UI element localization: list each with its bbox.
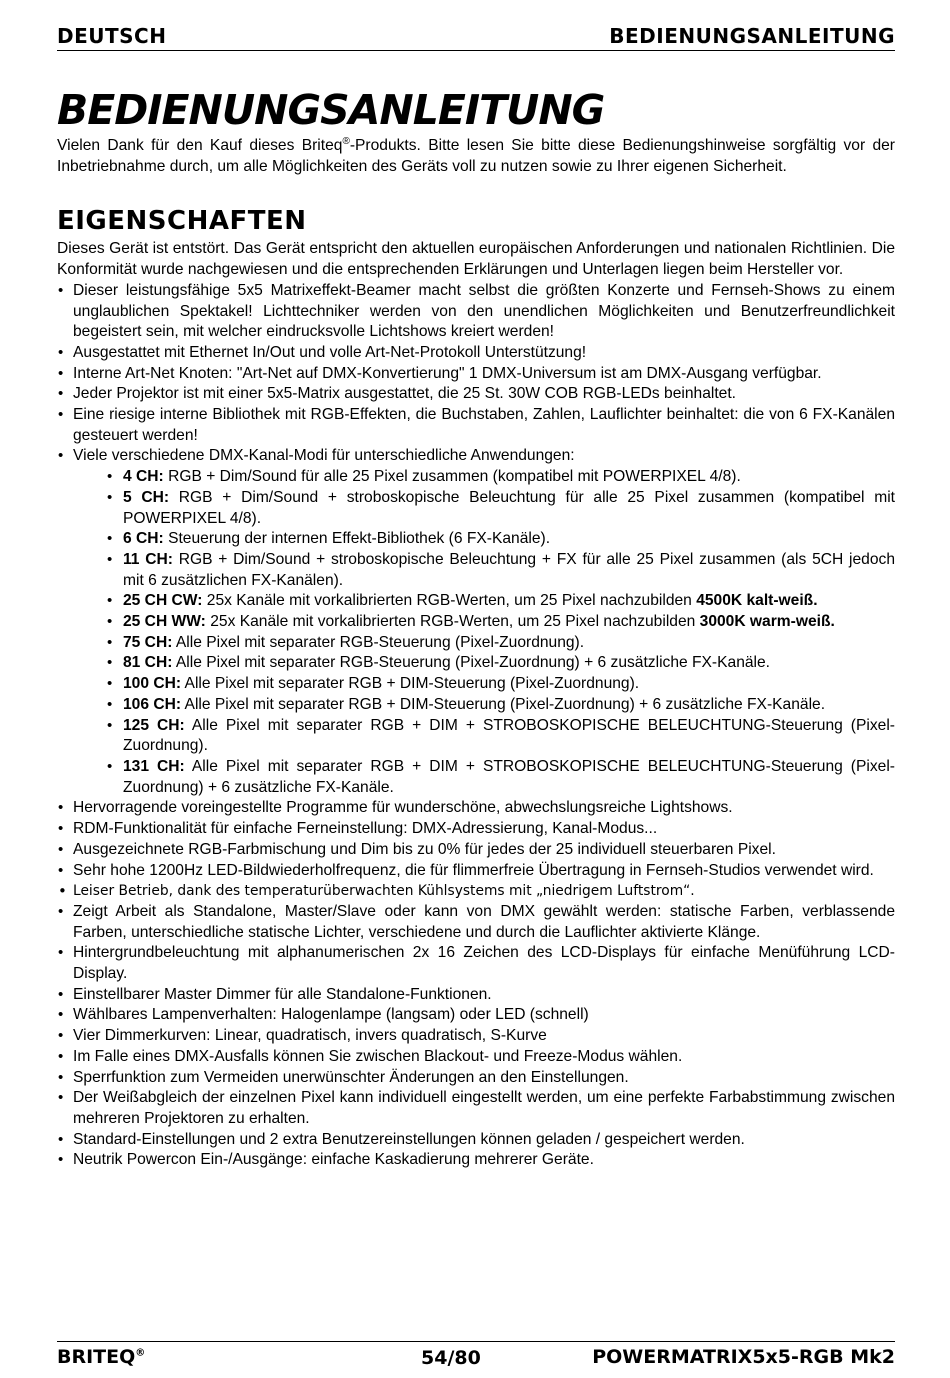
dmx-mode-item (106, 695, 895, 716)
mode-label: 131 CH: (123, 757, 185, 775)
dmx-mode-item (106, 488, 895, 529)
intro-text-1: Vielen Dank für den Kauf dieses Briteq (57, 137, 343, 154)
modes-intro: Viele verschiedene DMX-Kanal-Modi für unterschiedliche Anwendungen: (73, 447, 575, 465)
page-number: 54/80 (421, 1347, 481, 1369)
list-item: • Hintergrundbeleuchtung mit alphanumerischen 2x 16 Zeichen des LCD-Displays für einfache Menüführung LCD-Display. (57, 943, 895, 984)
dmx-mode-item (106, 716, 895, 757)
mode-color-temp: 3000K warm-weiß. (699, 613, 835, 631)
mode-color-temp: 4500K kalt-weiß. (696, 592, 818, 610)
dmx-mode-item (106, 653, 895, 674)
registered-mark: ® (342, 135, 350, 147)
mode-label: 6 CH: (123, 530, 164, 548)
list-item: • Sperrfunktion zum Vermeiden unerwünschter Änderungen an den Einstellungen. (57, 1068, 895, 1089)
list-item: • Interne Art-Net Knoten: "Art-Net auf DMX-Konvertierung" 1 DMX-Universum ist am DMX-Ausgang verfügbar. (57, 364, 895, 385)
list-item: • Leiser Betrieb, dank des temperaturüberwachten Kühlsystems mit „niedrigem Luftstrom“. (57, 881, 895, 902)
list-item: • Sehr hohe 1200Hz LED-Bildwiederholfrequenz, die für flimmerfreie Übertragung in Fernseh-Studios verwendet wird. (57, 861, 895, 882)
mode-label: 25 CH WW: (123, 613, 206, 631)
list-item: • Ausgestattet mit Ethernet In/Out und volle Art-Net-Protokoll Unterstützung! (57, 343, 895, 364)
list-item: • Eine riesige interne Bibliothek mit RGB-Effekten, die Buchstaben, Zahlen, Lauflichter beinhaltet: die von 6 FX-Kanälen gesteuert werden! (57, 405, 895, 446)
list-item: • Neutrik Powercon Ein-/Ausgänge: einfache Kaskadierung mehrerer Geräte. (57, 1150, 895, 1171)
mode-description: Alle Pixel mit separater RGB + DIM-Steuerung (Pixel-Zuordnung) + 6 zusätzliche FX-Kanäle. (181, 695, 826, 713)
section-title: EIGENSCHAFTEN (57, 206, 307, 237)
mode-label: 75 CH: (123, 633, 173, 651)
list-item: • Zeigt Arbeit als Standalone, Master/Slave oder kann von DMX gewählt werden: statische Farben, verblassende Farben, unterschiedliche statische Lichter, verschiedene und durch die Lauflichter aktivierte Klänge. (57, 902, 895, 943)
list-item: • Hervorragende voreingestellte Programme für wunderschöne, abwechslungsreiche Lightshows. (57, 798, 895, 819)
page-title: BEDIENUNGSANLEITUNG (57, 86, 605, 134)
mode-label: 25 CH CW: (123, 592, 203, 610)
mode-label: 11 CH: (123, 550, 173, 568)
header-language: DEUTSCH (57, 24, 167, 48)
mode-description: RGB + Dim/Sound + stroboskopische Beleuchtung + FX für alle 25 Pixel zusammen (als 5CH jedoch mit 6 zusätzlichen FX-Kanälen). (123, 550, 895, 589)
mode-description: 25x Kanäle mit vorkalibrierten RGB-Werten, um 25 Pixel nachzubilden (205, 613, 700, 631)
mode-label: 4 CH: (123, 468, 164, 486)
list-item: • Wählbares Lampenverhalten: Halogenlampe (langsam) oder LED (schnell) (57, 1005, 895, 1026)
list-item: • Im Falle eines DMX-Ausfalls können Sie zwischen Blackout- und Freeze-Modus wählen. (57, 1047, 895, 1068)
intro-paragraph (57, 136, 895, 177)
mode-label: 100 CH: (123, 675, 182, 693)
footer-brand (57, 1346, 145, 1368)
mode-label: 5 CH: (123, 488, 170, 506)
header-doc-type: BEDIENUNGSANLEITUNG (609, 24, 895, 48)
list-item: • RDM-Funktionalität für einfache Ferneinstellung: DMX-Adressierung, Kanal-Modus... (57, 819, 895, 840)
mode-label: 125 CH: (123, 716, 185, 734)
mode-description: RGB + Dim/Sound + stroboskopische Beleuchtung für alle 25 Pixel zusammen (kompatibel mit POWERPIXEL 4/8). (123, 488, 895, 527)
intro-text-2: -Produkts. Bitte lesen Sie bitte diese Bedienungshinweise sorgfältig vor der Inbetriebnahme durch, um alle Möglichkeiten des Geräts voll zu nutzen sowie zu Ihrer eigenen Sicherheit. (57, 137, 895, 175)
mode-description: Steuerung der internen Effekt-Bibliothek (6 FX-Kanäle). (163, 530, 551, 548)
list-item: • Jeder Projektor ist mit einer 5x5-Matrix ausgestattet, die 25 St. 30W COB RGB-LEDs beinhaltet. (57, 384, 895, 405)
dmx-mode-item (106, 550, 895, 591)
dmx-mode-item (106, 674, 895, 695)
list-item: • Ausgezeichnete RGB-Farbmischung und Dim bis zu 0% für jedes der 25 individuell steuerbaren Pixel. (57, 840, 895, 861)
mode-description: Alle Pixel mit separater RGB + DIM-Steuerung (Pixel-Zuordnung). (181, 675, 640, 693)
manual-page (57, 18, 895, 1171)
footer-model: POWERMATRIX5x5-RGB Mk2 (592, 1346, 895, 1368)
page-header (57, 18, 895, 51)
dmx-mode-list (73, 467, 895, 798)
dmx-mode-item (106, 633, 895, 654)
dmx-mode-item (106, 612, 895, 633)
list-item: • Vier Dimmerkurven: Linear, quadratisch, invers quadratisch, S-Kurve (57, 1026, 895, 1047)
list-item (57, 446, 895, 798)
dmx-mode-item (106, 529, 895, 550)
registered-mark: ® (135, 1347, 146, 1359)
mode-description: Alle Pixel mit separater RGB-Steuerung (Pixel-Zuordnung). (172, 633, 585, 651)
dmx-mode-item (106, 467, 895, 488)
brand-name: BRITEQ (57, 1346, 136, 1368)
mode-description: 25x Kanäle mit vorkalibrierten RGB-Werten, um 25 Pixel nachzubilden (202, 592, 697, 610)
mode-label: 106 CH: (123, 695, 182, 713)
list-item: • Dieser leistungsfähige 5x5 Matrixeffekt-Beamer macht selbst die größten Konzerte und Fernseh-Shows zu einem unglaublichen Spektakel! Lichttechniker werden von den unendlichen Möglichkeiten und Benutzerfreundlichkeit begeistert sein, mit welcher eindrucksvolle Lichtshows kreiert werden! (57, 281, 895, 343)
mode-description: RGB + Dim/Sound für alle 25 Pixel zusammen (kompatibel mit POWERPIXEL 4/8). (163, 468, 741, 486)
mode-description: Alle Pixel mit separater RGB-Steuerung (Pixel-Zuordnung) + 6 zusätzliche FX-Kanäle. (172, 654, 771, 672)
mode-label: 81 CH: (123, 654, 173, 672)
list-item: • Standard-Einstellungen und 2 extra Benutzereinstellungen können geladen / gespeichert werden. (57, 1130, 895, 1151)
list-item: • Der Weißabgleich der einzelnen Pixel kann individuell eingestellt werden, um eine perfekte Farbabstimmung zwischen mehreren Projektoren zu erhalten. (57, 1088, 895, 1129)
dmx-mode-item (106, 757, 895, 798)
mode-description: Alle Pixel mit separater RGB + DIM + STROBOSKOPISCHE BELEUCHTUNG-Steuerung (Pixel-Zuordnung). (123, 716, 895, 755)
section-intro: Dieses Gerät ist entstört. Das Gerät entspricht den aktuellen europäischen Anforderungen und nationalen Richtlinien. Die Konformität wurde nachgewiesen und die entsprechenden Erklärungen und Unterlagen liegen beim Hersteller vor. (57, 240, 895, 279)
page-footer (57, 1341, 895, 1368)
dmx-mode-item (106, 591, 895, 612)
list-item: • Einstellbarer Master Dimmer für alle Standalone-Funktionen. (57, 985, 895, 1006)
feature-list (57, 281, 895, 1171)
mode-description: Alle Pixel mit separater RGB + DIM + STROBOSKOPISCHE BELEUCHTUNG-Steuerung (Pixel-Zuordnung) + 6 zusätzliche FX-Kanäle. (123, 757, 895, 796)
